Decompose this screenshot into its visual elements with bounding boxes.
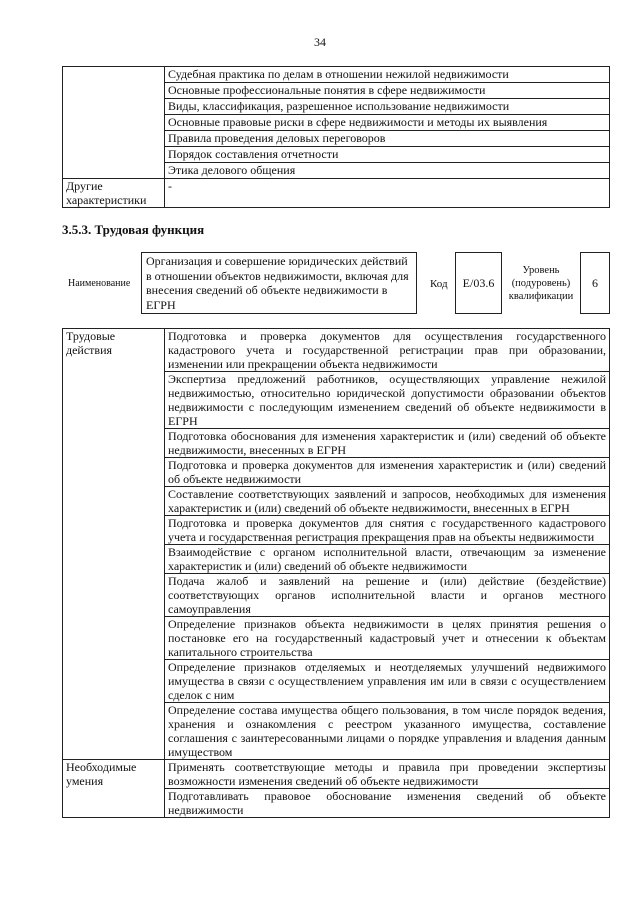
other-characteristics-label: Другие характеристики bbox=[63, 179, 165, 208]
knowledge-item: Виды, классификация, разрешенное использование недвижимости bbox=[165, 99, 610, 115]
labor-action-item: Определение признаков объекта недвижимости в целях принятия решения о постановке его на государственный кадастровый учет и отнесении к объектам капитального строительства bbox=[165, 617, 610, 660]
qualification-level: 6 bbox=[580, 252, 610, 314]
page-number: 34 bbox=[314, 35, 326, 49]
other-characteristics-value: - bbox=[165, 179, 610, 208]
knowledge-item: Правила проведения деловых переговоров bbox=[165, 131, 610, 147]
knowledge-item: Основные правовые риски в сфере недвижимости и методы их выявления bbox=[165, 115, 610, 131]
labor-action-item: Подача жалоб и заявлений на решение и (или) действие (бездействие) соответствующих органов исполнительной власти и органов местного самоуправления bbox=[165, 574, 610, 617]
knowledge-table bbox=[62, 66, 610, 208]
skill-item: Применять соответствующие методы и правила при проведении экспертизы возможности изменения сведений об объекте недвижимости bbox=[165, 760, 610, 789]
function-code: E/03.6 bbox=[455, 252, 502, 314]
labor-actions-label: Трудовые действия bbox=[63, 329, 165, 760]
function-name: Организация и совершение юридических действий в отношении объектов недвижимости, включая для внесения сведений об объекте недвижимости в ЕГРН bbox=[141, 252, 417, 314]
knowledge-item: Судебная практика по делам в отношении нежилой недвижимости bbox=[165, 67, 610, 83]
name-label: Наименование bbox=[68, 278, 131, 289]
labor-action-item: Подготовка и проверка документов для изменения характеристик и (или) сведений об объекте недвижимости bbox=[165, 458, 610, 487]
labor-action-item: Составление соответствующих заявлений и запросов, необходимых для изменения характеристик и (или) сведений об объекте недвижимости, внесенных в ЕГРН bbox=[165, 487, 610, 516]
knowledge-item: Порядок составления отчетности bbox=[165, 147, 610, 163]
labor-action-item: Взаимодействие с органом исполнительной власти, отвечающим за изменение характеристик и (или) сведений об объекте недвижимости bbox=[165, 545, 610, 574]
knowledge-item: Этика делового общения bbox=[165, 163, 610, 179]
skill-item: Подготавливать правовое обоснование изменения сведений об объекте недвижимости bbox=[165, 789, 610, 818]
labor-action-item: Экспертиза предложений работников, осуществляющих управление нежилой недвижимостью, относительно юридической допустимости образовании объектов недвижимости с последующим изменением сведений об объекте недвижимости в ЕГРН bbox=[165, 372, 610, 429]
labor-action-item: Определение состава имущества общего пользования, в том числе порядок ведения, хранения и ознакомления с реестром указанного имущества, составление соглашения с заинтересованными лицами о порядке управления и владения данным имуществом bbox=[165, 703, 610, 760]
level-label: Уровень (подуровень) квалификации bbox=[508, 265, 574, 302]
section-title: 3.5.3. Трудовая функция bbox=[62, 222, 205, 237]
empty-label-cell bbox=[63, 67, 165, 179]
knowledge-item: Основные профессиональные понятия в сфере недвижимости bbox=[165, 83, 610, 99]
code-label: Код bbox=[430, 278, 448, 290]
labor-action-item: Подготовка обоснования для изменения характеристик и (или) сведений об объекте недвижимости, внесенных в ЕГРН bbox=[165, 429, 610, 458]
labor-action-item: Определение признаков отделяемых и неотделяемых улучшений недвижимого имущества в связи с осуществлением управления им или в связи с осуществлением сделок с ним bbox=[165, 660, 610, 703]
labor-action-item: Подготовка и проверка документов для снятия с государственного кадастрового учета и государственная регистрация прекращения прав на объекты недвижимости bbox=[165, 516, 610, 545]
labor-function-table bbox=[62, 328, 610, 818]
labor-action-item: Подготовка и проверка документов для осуществления государственного кадастрового учета и государственной регистрации прав при образовании, изменении или прекращении объекта недвижимости bbox=[165, 329, 610, 372]
skills-label: Необходимые умения bbox=[63, 760, 165, 818]
